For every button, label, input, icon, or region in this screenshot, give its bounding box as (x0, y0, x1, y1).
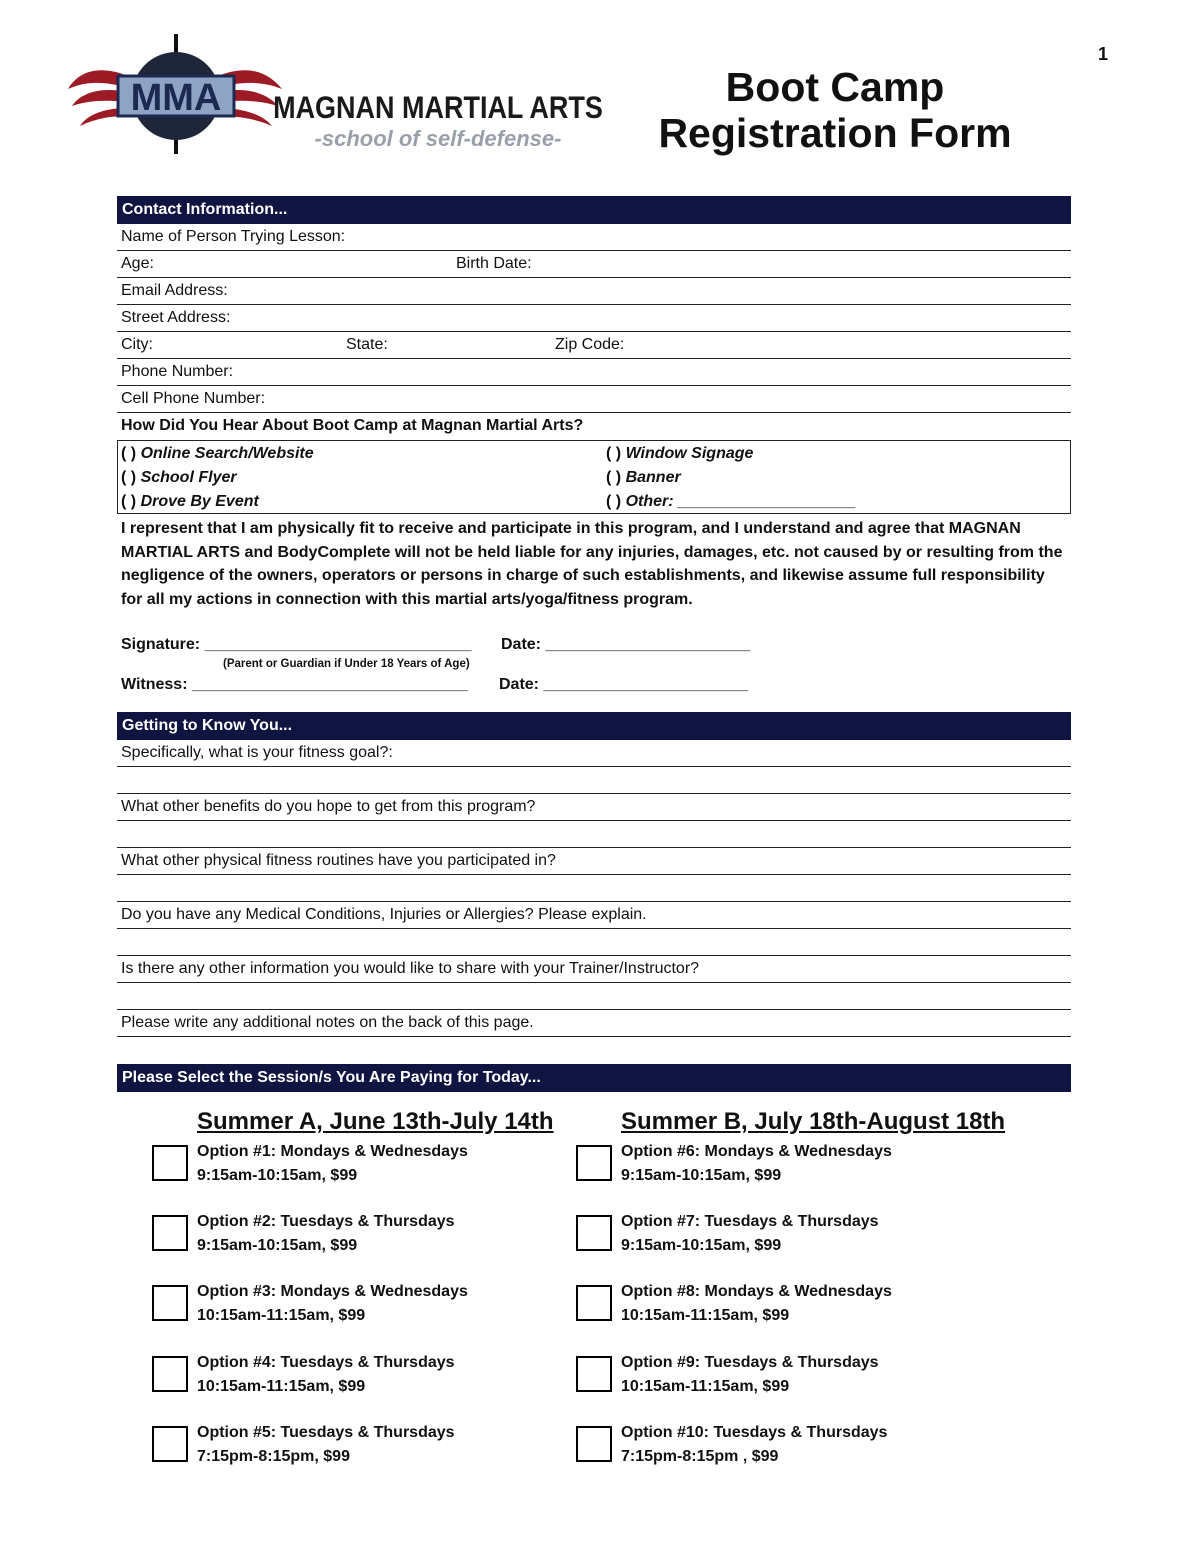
option-label: Window Signage (625, 445, 754, 462)
witness-line[interactable]: Witness: _______________________________ (121, 676, 468, 693)
title-line-1: Boot Camp (725, 64, 945, 110)
signature-line[interactable]: Signature: ______________________________ (121, 636, 472, 653)
age-birth-row[interactable] (117, 251, 1071, 278)
know-section-header: Getting to Know You... (117, 712, 1071, 740)
question-other-info[interactable]: Is there any other information you would like to share with your Trainer/Instructor? (117, 956, 1071, 983)
option-6 (621, 1140, 892, 1187)
answer-line[interactable] (117, 929, 1071, 956)
phone-field-row[interactable] (117, 359, 1071, 386)
question-routines[interactable]: What other physical fitness routines have you participated in? (117, 848, 1071, 875)
option-7-checkbox[interactable] (576, 1215, 612, 1251)
answer-line[interactable] (117, 821, 1071, 848)
option-3-checkbox[interactable] (152, 1285, 188, 1321)
option-time-price: 9:15am-10:15am, $99 (197, 1166, 358, 1184)
name-label: Name of Person Trying Lesson: (121, 228, 346, 245)
phone-label: Phone Number: (121, 363, 234, 380)
option-days: Option #2: Tuesdays & Thursdays (197, 1213, 455, 1230)
question-medical[interactable]: Do you have any Medical Conditions, Injuries or Allergies? Please explain. (117, 902, 1071, 929)
option-label: School Flyer (140, 469, 237, 486)
answer-line[interactable] (117, 983, 1071, 1010)
option-time-price: 10:15am-11:15am, $99 (621, 1306, 790, 1324)
option-label: Drove By Event (140, 493, 259, 510)
option-time-price: 10:15am-11:15am, $99 (621, 1377, 790, 1395)
street-field-row[interactable] (117, 305, 1071, 332)
logo-school-name: MAGNAN MARTIAL ARTS (273, 91, 603, 126)
option-label: Banner (625, 469, 681, 486)
hear-option-event[interactable] (121, 490, 314, 514)
hear-options-right (606, 442, 856, 514)
summer-a-title: Summer A, June 13th-July 14th (197, 1108, 554, 1135)
state-label: State: (346, 336, 388, 353)
option-days: Option #8: Mondays & Wednesdays (621, 1283, 892, 1300)
email-field-row[interactable] (117, 278, 1071, 305)
hear-option-banner[interactable] (606, 466, 856, 490)
option-marker: ( ) (606, 469, 622, 486)
guardian-note: (Parent or Guardian if Under 18 Years of Age) (223, 658, 470, 670)
title-line-2: Registration Form (658, 110, 1012, 156)
hear-question: How Did You Hear About Boot Camp at Magnan Martial Arts? (121, 417, 584, 434)
option-marker: ( ) (121, 445, 137, 462)
option-days: Option #9: Tuesdays & Thursdays (621, 1354, 879, 1371)
hear-option-signage[interactable] (606, 442, 856, 466)
option-1-checkbox[interactable] (152, 1145, 188, 1181)
zip-label: Zip Code: (555, 336, 625, 353)
option-time-price: 7:15pm-8:15pm, $99 (197, 1447, 350, 1465)
answer-line[interactable] (117, 767, 1071, 794)
option-2 (197, 1210, 455, 1257)
option-time-price: 7:15pm-8:15pm , $99 (621, 1447, 779, 1465)
birth-date-label: Birth Date: (456, 255, 532, 272)
answer-line[interactable] (117, 875, 1071, 902)
school-logo (68, 34, 608, 158)
option-days: Option #3: Mondays & Wednesdays (197, 1283, 468, 1300)
email-label: Email Address: (121, 282, 228, 299)
option-7 (621, 1210, 879, 1257)
option-9-checkbox[interactable] (576, 1356, 612, 1392)
option-10-checkbox[interactable] (576, 1426, 612, 1462)
hear-option-flyer[interactable] (121, 466, 314, 490)
option-days: Option #5: Tuesdays & Thursdays (197, 1424, 455, 1441)
sessions-section-header: Please Select the Session/s You Are Paying for Today... (117, 1064, 1071, 1092)
option-marker: ( ) (606, 445, 622, 462)
option-days: Option #1: Mondays & Wednesdays (197, 1143, 468, 1160)
option-time-price: 10:15am-11:15am, $99 (197, 1306, 366, 1324)
additional-notes: Please write any additional notes on the back of this page. (117, 1010, 1071, 1037)
option-4 (197, 1351, 455, 1398)
hear-question-row (117, 413, 1071, 440)
option-days: Option #6: Mondays & Wednesdays (621, 1143, 892, 1160)
question-benefits[interactable]: What other benefits do you hope to get from this program? (117, 794, 1071, 821)
logo-tagline: -school of self-defense- (314, 126, 562, 151)
option-4-checkbox[interactable] (152, 1356, 188, 1392)
cell-field-row[interactable] (117, 386, 1071, 413)
option-2-checkbox[interactable] (152, 1215, 188, 1251)
name-field-row[interactable] (117, 224, 1071, 251)
option-6-checkbox[interactable] (576, 1145, 612, 1181)
option-3 (197, 1280, 468, 1327)
option-marker: ( ) (121, 493, 137, 510)
option-days: Option #4: Tuesdays & Thursdays (197, 1354, 455, 1371)
cell-label: Cell Phone Number: (121, 390, 266, 407)
option-days: Option #7: Tuesdays & Thursdays (621, 1213, 879, 1230)
street-label: Street Address: (121, 309, 231, 326)
option-time-price: 9:15am-10:15am, $99 (197, 1236, 358, 1254)
age-label: Age: (121, 255, 154, 272)
option-1 (197, 1140, 468, 1187)
option-5 (197, 1421, 455, 1468)
liability-waiver: I represent that I am physically fit to receive and participate in this program, and I understand and agree that MAGNAN MARTIAL ARTS and BodyComplete will not be held liable for any injuries, damages, etc. not caused by or resulting from the negligence of the owners, operators or persons in charge of such establishments, and likewise assume full responsibility for all my actions in connection with this martial arts/yoga/fitness program. (121, 520, 1063, 608)
option-label: Other: ____________________ (625, 493, 856, 510)
witness-date-line[interactable]: Date: _______________________ (499, 676, 749, 693)
hear-option-online[interactable] (121, 442, 314, 466)
hear-options-left (121, 442, 314, 514)
option-9 (621, 1351, 879, 1398)
option-time-price: 10:15am-11:15am, $99 (197, 1377, 366, 1395)
hear-option-other[interactable] (606, 490, 856, 514)
city-label: City: (121, 336, 153, 353)
option-marker: ( ) (121, 469, 137, 486)
option-time-price: 9:15am-10:15am, $99 (621, 1236, 782, 1254)
logo-mark-text: MMA (130, 77, 222, 119)
form-title (640, 64, 1030, 156)
contact-section-header: Contact Information... (117, 196, 1071, 224)
option-time-price: 9:15am-10:15am, $99 (621, 1166, 782, 1184)
logo-graphic (68, 34, 608, 158)
option-days: Option #10: Tuesdays & Thursdays (621, 1424, 888, 1441)
question-fitness-goal[interactable]: Specifically, what is your fitness goal?: (117, 740, 1071, 767)
option-10 (621, 1421, 887, 1468)
page-number: 1 (1098, 44, 1109, 64)
summer-b-title: Summer B, July 18th-August 18th (621, 1108, 1006, 1135)
option-marker: ( ) (606, 493, 622, 510)
option-5-checkbox[interactable] (152, 1426, 188, 1462)
signature-date-line[interactable]: Date: _______________________ (501, 636, 751, 653)
option-8 (621, 1280, 892, 1327)
city-state-zip-row[interactable] (117, 332, 1071, 359)
option-8-checkbox[interactable] (576, 1285, 612, 1321)
option-label: Online Search/Website (140, 445, 314, 462)
